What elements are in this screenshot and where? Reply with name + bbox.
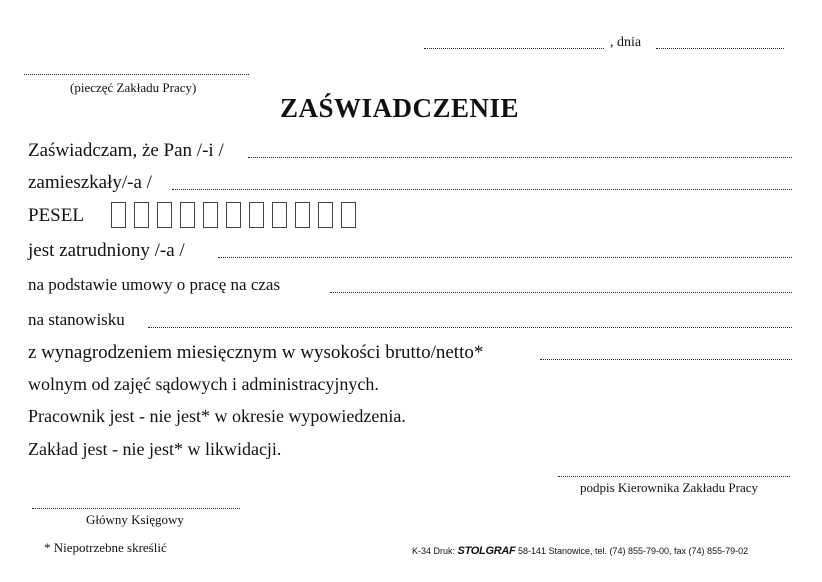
date-label: , dnia	[610, 35, 642, 50]
print-code: K-34 Druk:	[412, 546, 456, 556]
employed-field-line[interactable]	[218, 257, 792, 258]
pesel-digit-box[interactable]	[111, 202, 126, 228]
printer-brand: STOLGRAF	[457, 545, 516, 557]
accountant-signature-line[interactable]	[32, 508, 240, 509]
pesel-digit-box[interactable]	[341, 202, 356, 228]
position-field-line[interactable]	[148, 327, 792, 328]
place-field-line[interactable]	[424, 48, 604, 49]
pesel-digit-box[interactable]	[157, 202, 172, 228]
employee-label: Zaświadczam, że Pan /-i /	[28, 140, 224, 161]
employee-field-line[interactable]	[248, 157, 792, 158]
pesel-digit-box[interactable]	[249, 202, 264, 228]
manager-signature-caption: podpis Kierownika Zakładu Pracy	[580, 480, 758, 495]
liquidation-statement: Zakład jest - nie jest* w likwidacji.	[28, 439, 282, 459]
pesel-digit-box[interactable]	[272, 202, 287, 228]
stamp-caption: (pieczęć Zakładu Pracy)	[70, 80, 197, 95]
exempt-statement: wolnym od zajęć sądowych i administracyjnych.	[28, 374, 379, 394]
footnote: * Niepotrzebne skreślić	[44, 540, 167, 555]
pesel-digit-box[interactable]	[226, 202, 241, 228]
salary-field-line[interactable]	[540, 359, 792, 360]
residence-label: zamieszkały/-a /	[28, 172, 152, 193]
position-label: na stanowisku	[28, 310, 125, 329]
stamp-line	[24, 74, 249, 75]
manager-signature-line[interactable]	[558, 476, 790, 477]
printer-address: 58-141 Stanowice, tel. (74) 855-79-00, fax (74) 855-79-02	[517, 546, 749, 556]
pesel-digit-box[interactable]	[134, 202, 149, 228]
accountant-signature-caption: Główny Księgowy	[86, 512, 184, 527]
pesel-digit-box[interactable]	[295, 202, 310, 228]
employed-label: jest zatrudniony /-a /	[28, 240, 185, 261]
contract-label: na podstawie umowy o pracę na czas	[28, 275, 281, 294]
document-title: ZAŚWIADCZENIE	[280, 93, 520, 123]
salary-label: z wynagrodzeniem miesięcznym w wysokości brutto/netto*	[28, 342, 484, 363]
pesel-digit-box[interactable]	[180, 202, 195, 228]
pesel-label: PESEL	[28, 205, 84, 226]
printer-footer	[412, 545, 748, 557]
residence-field-line[interactable]	[172, 189, 792, 190]
pesel-digit-box[interactable]	[203, 202, 218, 228]
pesel-digit-box[interactable]	[318, 202, 333, 228]
contract-field-line[interactable]	[330, 292, 792, 293]
date-field-line[interactable]	[656, 48, 784, 49]
notice-statement: Pracownik jest - nie jest* w okresie wypowiedzenia.	[28, 406, 406, 426]
